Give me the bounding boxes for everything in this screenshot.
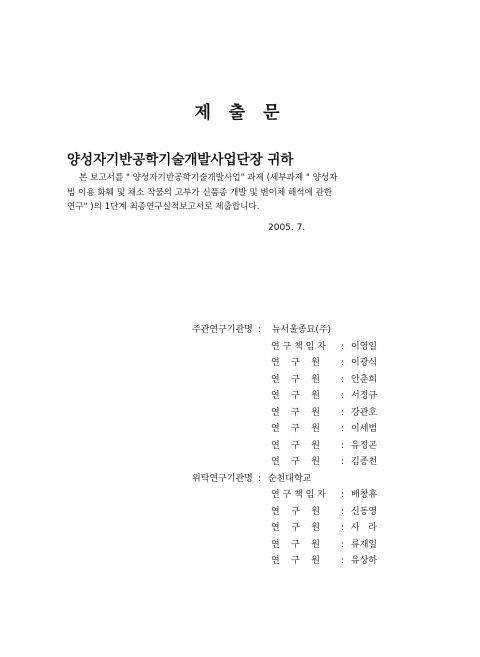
member-name: 류재일: [351, 539, 378, 550]
member-name: 사 라: [351, 523, 377, 533]
member-role: 연 구 책 임 자: [271, 490, 326, 500]
member-role: 연 구 원: [271, 440, 320, 451]
member-name: 강관호: [351, 407, 378, 418]
document-title: 제 출 문: [194, 103, 286, 123]
member-row: [192, 504, 377, 521]
member-row: [192, 454, 377, 471]
colon: :: [341, 523, 345, 533]
member-name: 유상하: [351, 556, 378, 566]
member-role: 연 구 원: [271, 539, 320, 550]
colon: :: [257, 473, 261, 484]
member-row: [192, 355, 377, 372]
sub-members: [192, 487, 377, 570]
member-role: 연 구 원: [271, 523, 320, 533]
submission-date: 2005. 7.: [268, 223, 306, 233]
org-name: 순천대학교: [267, 473, 312, 484]
statement-line: 빔 이용 화훼 및 채소 작물의 고부가 신품종 개발 및 변이체 해석에 관한: [67, 187, 333, 198]
submission-statement: [67, 171, 407, 215]
colon: :: [341, 539, 345, 550]
colon: :: [341, 341, 345, 352]
member-name: 유정곤: [351, 440, 378, 451]
member-name: 신동영: [351, 506, 378, 517]
member-role: 연 구 책 임 자: [271, 341, 326, 352]
member-name: 김종천: [351, 457, 378, 467]
statement-line: 본 보고서를 " 양성자기반공학기술개발사업" 과제 (세부과제 " 양성자: [79, 173, 338, 183]
colon: :: [341, 556, 345, 566]
member-name: 서정규: [351, 391, 378, 401]
colon: :: [341, 506, 345, 517]
sub-org-row: [192, 471, 377, 488]
member-name: 이광식: [351, 358, 378, 368]
member-role: 연 구 원: [271, 407, 320, 418]
member-name: 안춘희: [351, 374, 378, 385]
recipient-line: 양성자기반공학기술개발사업단장 귀하: [67, 152, 294, 168]
member-row: [192, 405, 377, 422]
lead-members: [192, 339, 377, 471]
member-row: [192, 553, 377, 570]
colon: :: [341, 440, 345, 451]
member-row: [192, 372, 377, 389]
member-role: 연 구 원: [271, 424, 320, 434]
member-name: 배창휴: [351, 490, 378, 500]
colon: :: [341, 358, 345, 368]
member-row: [192, 520, 377, 537]
colon: :: [341, 391, 345, 401]
member-name: 이영일: [351, 341, 378, 352]
lead-org-row: [192, 322, 377, 339]
member-role: 연 구 원: [271, 457, 320, 467]
colon: :: [257, 325, 261, 335]
member-row: [192, 339, 377, 356]
org-name: 뉴서울종묘(주): [271, 325, 332, 335]
member-row: [192, 388, 377, 405]
researcher-roster: [192, 322, 377, 570]
colon: :: [341, 457, 345, 467]
member-role: 연 구 원: [271, 358, 320, 368]
colon: :: [341, 424, 345, 434]
statement-line: 연구" )의 1단계 최종연구실적보고서로 제출합니다.: [67, 202, 260, 212]
member-row: [192, 537, 377, 554]
member-role: 연 구 원: [271, 374, 320, 385]
colon: :: [341, 374, 345, 385]
member-role: 연 구 원: [271, 506, 320, 517]
colon: :: [341, 407, 345, 418]
member-role: 연 구 원: [271, 556, 320, 566]
member-role: 연 구 원: [271, 391, 320, 401]
org-label: 위탁연구기관명: [192, 473, 253, 484]
member-name: 이세범: [351, 424, 378, 434]
member-row: [192, 421, 377, 438]
member-row: [192, 487, 377, 504]
org-label: 주관연구기관명: [192, 325, 253, 335]
colon: :: [341, 490, 345, 500]
member-row: [192, 438, 377, 455]
